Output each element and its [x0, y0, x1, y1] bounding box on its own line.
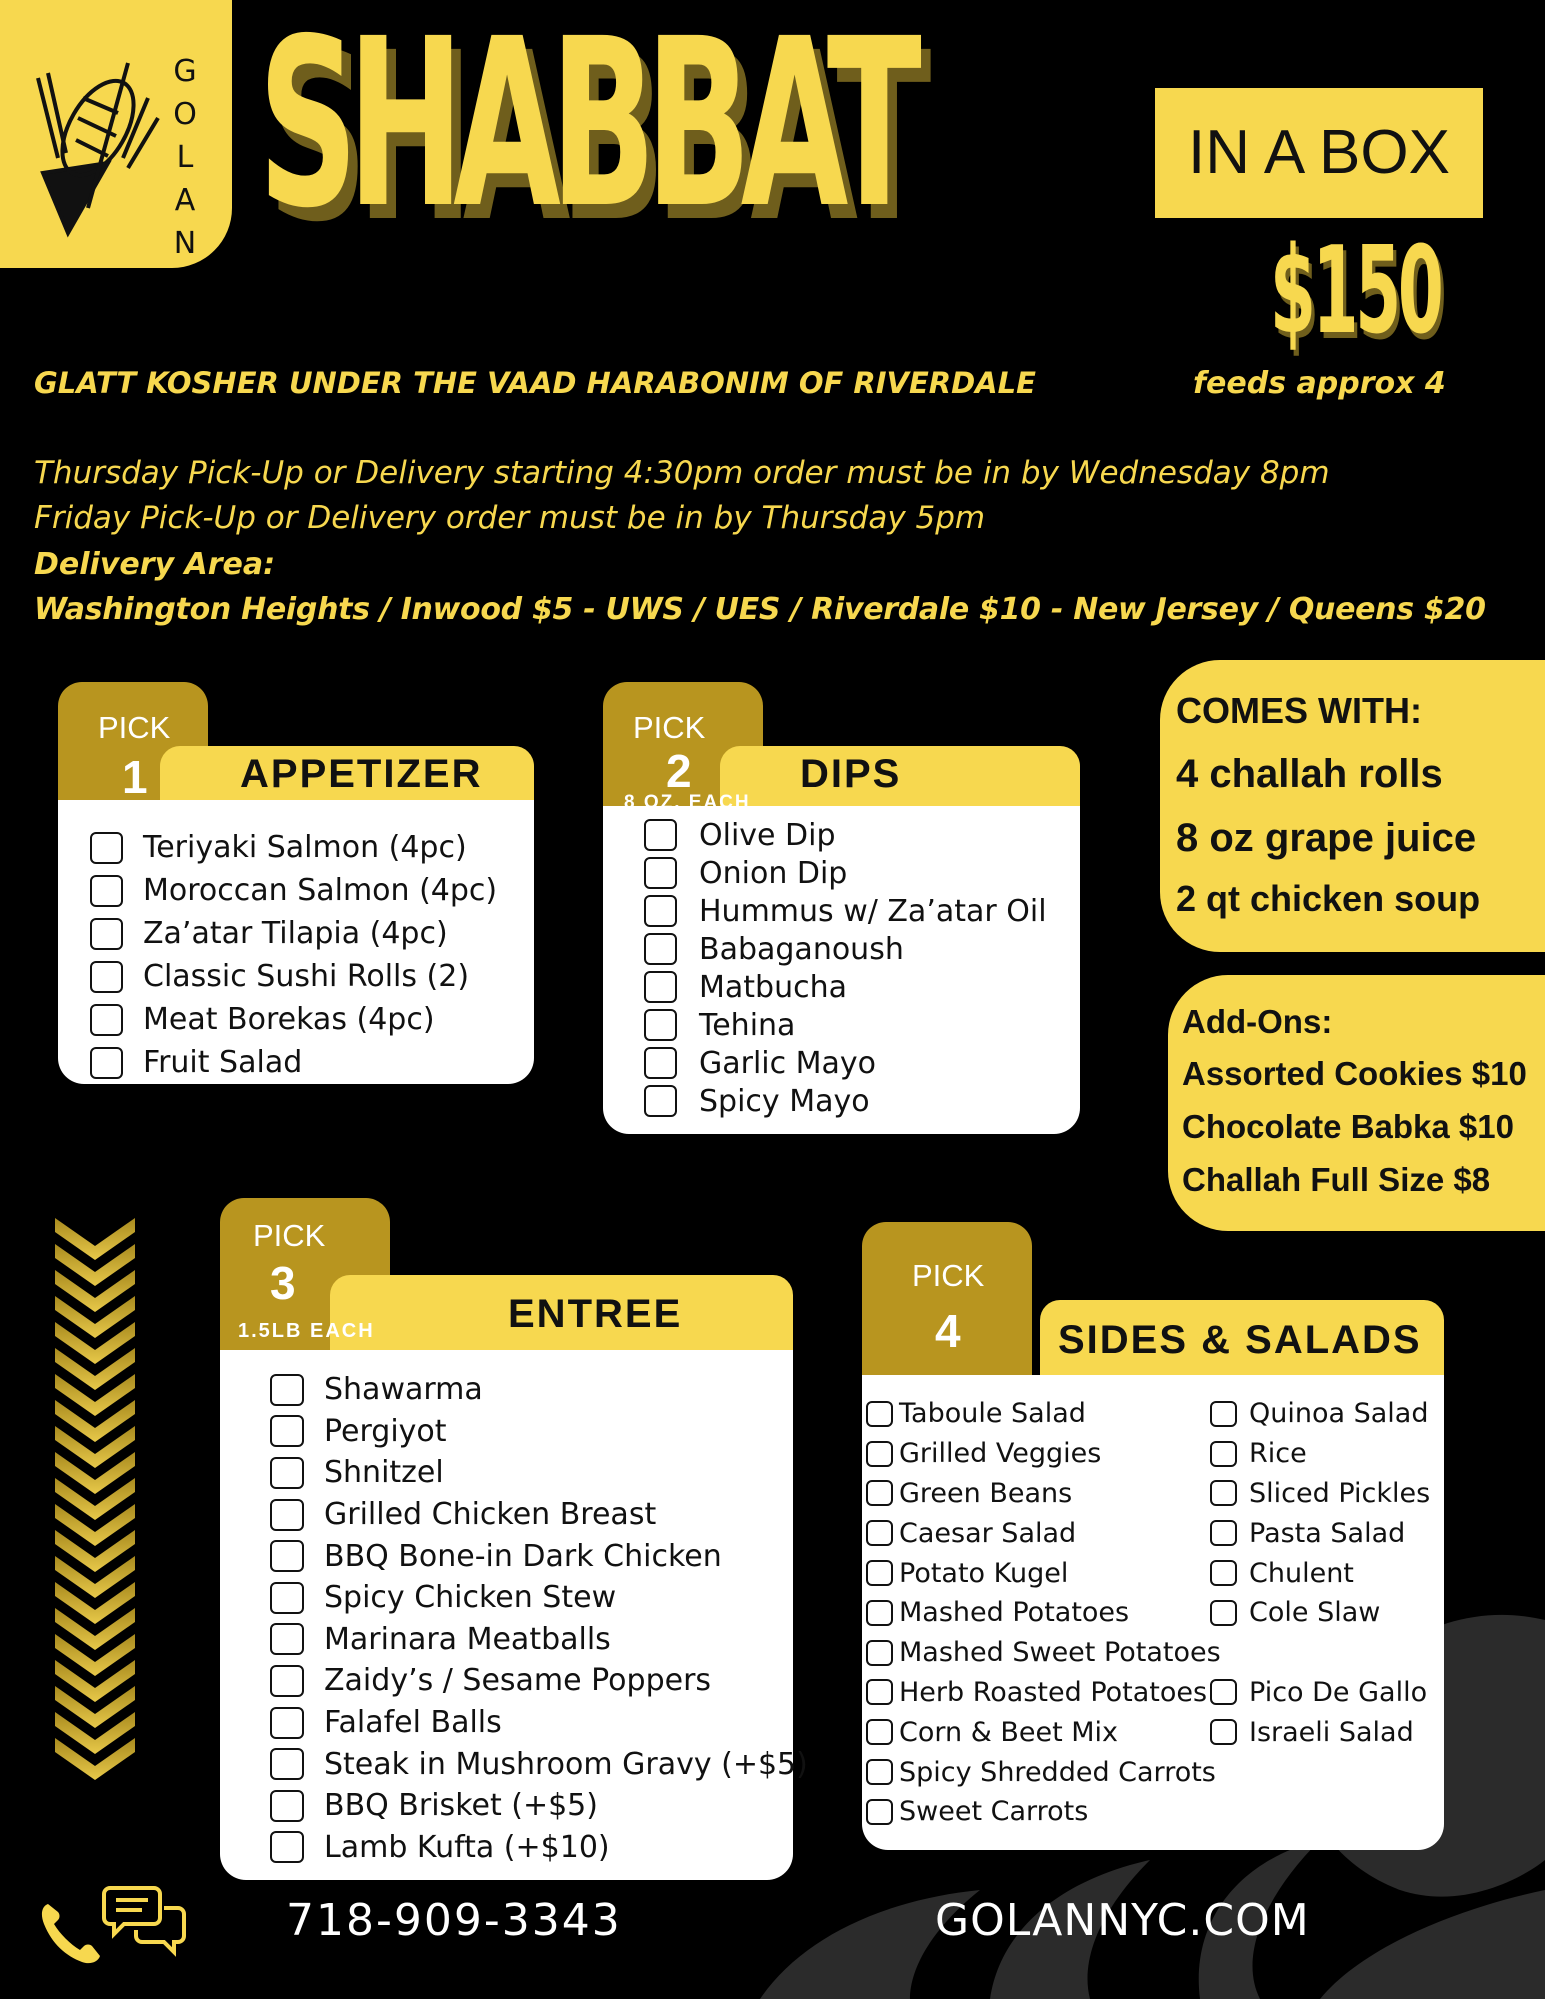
included-item: 2 qt chicken soup — [1176, 878, 1481, 919]
item-label: Fruit Salad — [143, 1045, 303, 1080]
checkbox[interactable] — [866, 1520, 893, 1546]
checkbox[interactable] — [1210, 1480, 1237, 1506]
checkbox[interactable] — [270, 1415, 304, 1447]
item-label: Steak in Mushroom Gravy (+$5) — [324, 1746, 808, 1782]
item-label: Meat Borekas (4pc) — [143, 1002, 435, 1037]
appetizer-list — [90, 826, 497, 1084]
item-label: Caesar Salad — [899, 1517, 1077, 1549]
list-item[interactable] — [90, 912, 497, 955]
logo-wordmark — [170, 50, 200, 265]
item-label: Za’atar Tilapia (4pc) — [143, 916, 448, 951]
item-label: Sweet Carrots — [899, 1796, 1089, 1828]
list-item[interactable] — [866, 1792, 1221, 1832]
list-item[interactable] — [644, 930, 1047, 968]
pick-label: PICK — [253, 1218, 326, 1253]
checkbox[interactable] — [270, 1374, 304, 1406]
checkbox[interactable] — [90, 918, 123, 950]
item-label: Pico De Gallo — [1249, 1676, 1428, 1708]
item-label: Classic Sushi Rolls (2) — [143, 959, 470, 994]
item-label: Israeli Salad — [1249, 1716, 1414, 1748]
addon-item: Challah Full Size $8 — [1182, 1161, 1491, 1198]
entree-title: ENTREE — [508, 1292, 683, 1336]
addon-item: Assorted Cookies $10 — [1182, 1055, 1527, 1092]
checkbox[interactable] — [866, 1640, 893, 1666]
checkbox[interactable] — [270, 1707, 304, 1739]
list-item[interactable] — [270, 1743, 808, 1785]
included-item: 4 challah rolls — [1176, 752, 1443, 796]
list-item[interactable] — [1210, 1474, 1430, 1514]
item-label: Rice — [1249, 1438, 1307, 1470]
list-item[interactable] — [1210, 1434, 1430, 1474]
item-label: Hummus w/ Za’atar Oil — [699, 893, 1047, 929]
list-spacer — [1210, 1633, 1430, 1673]
shawarma-logo-icon — [28, 58, 168, 238]
list-item[interactable] — [1210, 1513, 1430, 1553]
serving-size: feeds approx 4 — [1193, 366, 1446, 401]
checkbox[interactable] — [90, 961, 123, 993]
checkbox[interactable] — [270, 1665, 304, 1697]
checkbox[interactable] — [90, 832, 123, 864]
item-label: Cole Slaw — [1249, 1597, 1381, 1629]
item-label: Quinoa Salad — [1249, 1398, 1429, 1430]
list-item[interactable] — [90, 869, 497, 912]
item-label: Corn & Beet Mix — [899, 1716, 1119, 1748]
list-item[interactable] — [270, 1494, 808, 1536]
appetizer-title: APPETIZER — [240, 752, 483, 796]
checkbox[interactable] — [1210, 1560, 1237, 1586]
list-item[interactable] — [270, 1577, 808, 1619]
checkbox[interactable] — [1210, 1520, 1237, 1546]
portion-note: 8 OZ. EACH — [624, 792, 751, 813]
item-label: Shawarma — [324, 1372, 483, 1408]
item-label: Green Beans — [899, 1477, 1073, 1509]
item-label: Babaganoush — [699, 931, 904, 967]
item-label: Marinara Meatballs — [324, 1621, 611, 1657]
list-item[interactable] — [644, 816, 1047, 854]
item-label: Olive Dip — [699, 817, 836, 853]
sides-left-list — [866, 1394, 1221, 1832]
checkbox[interactable] — [644, 1047, 677, 1079]
list-item[interactable] — [644, 1082, 1047, 1120]
item-label: Spicy Chicken Stew — [324, 1580, 617, 1616]
checkbox[interactable] — [1210, 1679, 1237, 1705]
phone-number[interactable]: 718-909-3343 — [286, 1895, 622, 1946]
list-item[interactable] — [270, 1411, 808, 1453]
pick-number: 4 — [935, 1305, 961, 1357]
list-item[interactable] — [1210, 1553, 1430, 1593]
page-title: SHABBAT — [258, 0, 911, 259]
pick-number: 2 — [666, 745, 692, 797]
list-item[interactable] — [90, 1041, 497, 1084]
checkbox[interactable] — [270, 1790, 304, 1822]
item-label: Sliced Pickles — [1249, 1477, 1431, 1509]
item-label: Chulent — [1249, 1557, 1354, 1589]
price: $150 — [1270, 222, 1441, 361]
checkbox[interactable] — [270, 1582, 304, 1614]
item-label: Grilled Chicken Breast — [324, 1497, 657, 1533]
list-item[interactable] — [1210, 1712, 1430, 1752]
list-item[interactable] — [90, 955, 497, 998]
checkbox[interactable] — [866, 1759, 893, 1785]
item-label: Mashed Sweet Potatoes — [899, 1637, 1221, 1669]
checkbox[interactable] — [866, 1719, 893, 1745]
item-label: Lamb Kufta (+$10) — [324, 1829, 610, 1865]
sides-right-list — [1210, 1394, 1430, 1752]
item-label: Pasta Salad — [1249, 1517, 1406, 1549]
list-item[interactable] — [866, 1673, 1221, 1713]
chevron-down-arrows-icon — [55, 1218, 135, 1788]
included-item: 8 oz grape juice — [1176, 816, 1477, 860]
list-item[interactable] — [866, 1394, 1221, 1434]
logo-letter: A — [174, 183, 196, 218]
pick-label: PICK — [633, 710, 706, 745]
item-label: Spicy Shredded Carrots — [899, 1756, 1216, 1788]
list-item[interactable] — [866, 1593, 1221, 1633]
pick-label: PICK — [98, 710, 171, 745]
checkbox[interactable] — [866, 1600, 893, 1626]
checkbox[interactable] — [866, 1799, 893, 1825]
checkbox[interactable] — [1210, 1719, 1237, 1745]
sides-title: SIDES & SALADS — [1058, 1318, 1422, 1362]
item-label: Falafel Balls — [324, 1705, 502, 1741]
logo-letter: O — [173, 97, 197, 132]
item-label: Shnitzel — [324, 1455, 444, 1491]
checkbox[interactable] — [90, 875, 123, 907]
delivery-areas: Washington Heights / Inwood $5 - UWS / UES / Riverdale $10 - New Jersey / Queens $20 — [34, 592, 1486, 627]
list-item[interactable] — [644, 1044, 1047, 1082]
checkbox[interactable] — [270, 1623, 304, 1655]
item-label: BBQ Bone-in Dark Chicken — [324, 1538, 722, 1574]
checkbox[interactable] — [866, 1401, 893, 1427]
dips-title: DIPS — [800, 752, 902, 796]
checkbox[interactable] — [644, 895, 677, 927]
list-item[interactable] — [270, 1369, 808, 1411]
list-item[interactable] — [90, 998, 497, 1041]
checkbox[interactable] — [270, 1499, 304, 1531]
item-label: Grilled Veggies — [899, 1438, 1102, 1470]
list-item[interactable] — [644, 892, 1047, 930]
list-item[interactable] — [644, 854, 1047, 892]
list-item[interactable] — [90, 826, 497, 869]
friday-info: Friday Pick-Up or Delivery order must be in by Thursday 5pm — [34, 500, 986, 536]
logo-block — [0, 0, 232, 268]
checkbox[interactable] — [644, 971, 677, 1003]
list-item[interactable] — [866, 1513, 1221, 1553]
addons-title: Add-Ons: — [1182, 1003, 1333, 1040]
checkbox[interactable] — [270, 1831, 304, 1863]
checkbox[interactable] — [866, 1679, 893, 1705]
list-item[interactable] — [270, 1785, 808, 1827]
list-item[interactable] — [270, 1827, 808, 1869]
addon-item: Chocolate Babka $10 — [1182, 1108, 1514, 1145]
checkbox[interactable] — [270, 1748, 304, 1780]
item-label: Moroccan Salmon (4pc) — [143, 873, 498, 908]
checkbox[interactable] — [90, 1047, 123, 1079]
checkbox[interactable] — [644, 857, 677, 889]
list-item[interactable] — [270, 1619, 808, 1661]
website-link[interactable]: GOLANNYC.COM — [935, 1895, 1310, 1946]
portion-note: 1.5LB EACH — [238, 1320, 375, 1342]
list-item[interactable] — [1210, 1593, 1430, 1633]
item-label: Garlic Mayo — [699, 1045, 877, 1081]
pick-number: 1 — [122, 751, 148, 803]
checkbox[interactable] — [866, 1480, 893, 1506]
logo-letter: G — [173, 54, 197, 89]
item-label: Onion Dip — [699, 855, 848, 891]
item-label: Potato Kugel — [899, 1557, 1069, 1589]
checkbox[interactable] — [866, 1560, 893, 1586]
dips-list — [644, 816, 1047, 1120]
item-label: Spicy Mayo — [699, 1083, 870, 1119]
list-item[interactable] — [270, 1702, 808, 1744]
pick-label: PICK — [912, 1258, 985, 1293]
list-item[interactable] — [644, 968, 1047, 1006]
list-item[interactable] — [866, 1434, 1221, 1474]
page-subtitle: IN A BOX — [1155, 88, 1483, 218]
checkbox[interactable] — [90, 1004, 123, 1036]
checkbox[interactable] — [1210, 1441, 1237, 1467]
item-label: Tehina — [699, 1007, 796, 1043]
checkbox[interactable] — [644, 933, 677, 965]
pick-number: 3 — [270, 1257, 296, 1309]
item-label: Taboule Salad — [899, 1398, 1086, 1430]
checkbox[interactable] — [866, 1441, 893, 1467]
chat-bubbles-icon[interactable] — [102, 1880, 186, 1958]
logo-letter: L — [176, 140, 194, 175]
checkbox[interactable] — [270, 1457, 304, 1489]
thursday-info: Thursday Pick-Up or Delivery starting 4:30pm order must be in by Wednesday 8pm — [34, 455, 1330, 491]
list-item[interactable] — [1210, 1394, 1430, 1434]
list-item[interactable] — [644, 1006, 1047, 1044]
checkbox[interactable] — [1210, 1600, 1237, 1626]
phone-icon — [36, 1898, 106, 1968]
item-label: Pergiyot — [324, 1413, 447, 1449]
entree-list — [270, 1369, 808, 1868]
delivery-label: Delivery Area: — [34, 547, 276, 582]
checkbox[interactable] — [1210, 1401, 1237, 1427]
checkbox[interactable] — [644, 1085, 677, 1117]
checkbox[interactable] — [644, 1009, 677, 1041]
checkbox[interactable] — [270, 1540, 304, 1572]
list-item[interactable] — [270, 1452, 808, 1494]
list-item[interactable] — [270, 1535, 808, 1577]
comes-with-panel — [1160, 660, 1545, 952]
list-item[interactable] — [270, 1660, 808, 1702]
item-label: Mashed Potatoes — [899, 1597, 1130, 1629]
comes-with-title: COMES WITH: — [1176, 690, 1422, 731]
kosher-certification: GLATT KOSHER UNDER THE VAAD HARABONIM OF RIVERDALE — [34, 366, 1036, 400]
logo-letter: N — [173, 226, 197, 261]
addons-panel — [1168, 975, 1545, 1231]
item-label: Zaidy’s / Sesame Poppers — [324, 1663, 712, 1699]
list-item[interactable] — [866, 1712, 1221, 1752]
list-item[interactable] — [866, 1633, 1221, 1673]
item-label: BBQ Brisket (+$5) — [324, 1788, 598, 1824]
item-label: Matbucha — [699, 969, 847, 1005]
list-item[interactable] — [1210, 1673, 1430, 1713]
list-item[interactable] — [866, 1553, 1221, 1593]
item-label: Herb Roasted Potatoes — [899, 1676, 1208, 1708]
checkbox[interactable] — [644, 819, 677, 851]
item-label: Teriyaki Salmon (4pc) — [143, 830, 467, 865]
list-item[interactable] — [866, 1474, 1221, 1514]
list-item[interactable] — [866, 1752, 1221, 1792]
